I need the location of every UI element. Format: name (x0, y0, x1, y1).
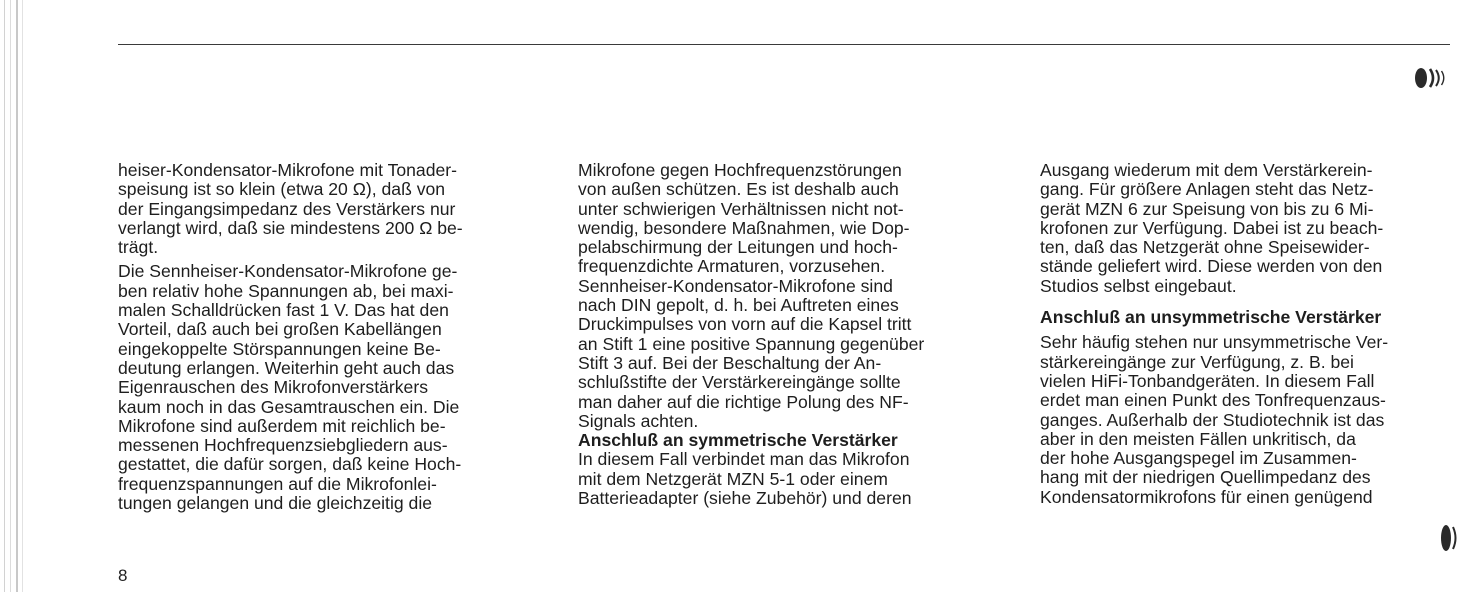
text-line: unter schwierigen Verhältnissen nicht not- (578, 198, 904, 219)
text-line: von außen schützen. Es ist deshalb auch (578, 179, 899, 200)
text-line: trägt. (118, 237, 159, 258)
text-line: Kondensatormikrofons für einen genügend (1040, 486, 1373, 507)
binding-edge (22, 0, 23, 592)
text-line: schlußstifte der Verstärkereingänge sollte (578, 372, 901, 393)
sound-waves-icon (1436, 520, 1462, 556)
text-line: nach DIN gepolt, d. h. bei Auftreten eines (578, 295, 899, 316)
text-line: malen Schalldrücken fast 1 V. Das hat den (118, 300, 449, 321)
page-number: 8 (118, 566, 128, 585)
text-line: mit dem Netzgerät MZN 5-1 oder einem (578, 468, 888, 489)
text-line: Stift 3 auf. Bei der Beschaltung der An- (578, 352, 882, 373)
text-line: aber in den meisten Fällen unkritisch, da (1040, 428, 1356, 449)
text-line: frequenzdichte Armaturen, vorzusehen. (578, 256, 886, 277)
text-line: Batterieadapter (siehe Zubehör) und deren (578, 488, 912, 509)
text-column-3 (1040, 161, 1452, 507)
text-line: Ausgang wiederum mit dem Verstärkerein- (1040, 160, 1373, 180)
text-column-2 (578, 161, 990, 508)
text-line: frequenzspannungen auf die Mikrofonlei- (118, 473, 437, 494)
text-column-1 (118, 161, 530, 513)
text-line: Vorteil, daß auch bei großen Kabellängen (118, 319, 442, 340)
section-heading: Anschluß an unsymmetrische Verstärker (1040, 307, 1382, 328)
text-line: Mikrofone sind außerdem mit reichlich be- (118, 415, 446, 436)
text-line: eingekoppelte Störspannungen keine Be- (118, 338, 441, 359)
text-line: gang. Für größere Anlagen steht das Netz- (1040, 179, 1374, 200)
text-line: stände geliefert wird. Diese werden von den (1040, 256, 1383, 277)
text-line: Studios selbst eingebaut. (1040, 275, 1237, 296)
text-line: In diesem Fall verbindet man das Mikrofon (578, 449, 910, 470)
text-line: Sennheiser-Kondensator-Mikrofone sind (578, 275, 893, 296)
text-line: ganges. Außerhalb der Studiotechnik ist das (1040, 409, 1385, 430)
binding-edge (16, 0, 18, 592)
text-line: vielen HiFi-Tonbandgeräten. In diesem Fall (1040, 370, 1375, 391)
text-line: verlangt wird, daß sie mindestens 200 Ω be- (118, 217, 463, 238)
text-line: Die Sennheiser-Kondensator-Mikrofone ge- (118, 261, 458, 282)
text-line: erdet man einen Punkt des Tonfrequenzaus- (1040, 390, 1386, 411)
text-line: wendig, besondere Maßnahmen, wie Dop- (578, 217, 910, 238)
text-line: pelabschirmung der Leitungen und hoch- (578, 237, 898, 258)
text-line: tungen gelangen und die gleichzeitig die (118, 493, 433, 514)
text-line: der hohe Ausgangspegel im Zusammen- (1040, 448, 1357, 469)
text-line: krofonen zur Verfügung. Dabei ist zu beach- (1040, 217, 1384, 238)
text-line: heiser-Kondensator-Mikrofone mit Tonader- (118, 160, 458, 180)
text-line: man daher auf die richtige Polung des NF- (578, 391, 909, 412)
binding-edge (10, 0, 11, 592)
sound-waves-icon (1412, 66, 1452, 90)
text-line: Eigenrauschen des Mikrofonverstärkers (118, 377, 428, 398)
text-line: Sehr häufig stehen nur unsymmetrische Ver- (1040, 332, 1389, 353)
text-line: Druckimpulses von vorn auf die Kapsel tritt (578, 314, 912, 335)
binding-edge (4, 0, 5, 592)
text-line: deutung erlangen. Weiterhin geht auch das (118, 357, 455, 378)
text-line: der Eingangsimpedanz des Verstärkers nur (118, 198, 456, 219)
text-line: ten, daß das Netzgerät ohne Speisewider- (1040, 237, 1370, 258)
text-line: gerät MZN 6 zur Speisung von bis zu 6 Mi- (1040, 198, 1374, 219)
text-line: ben relativ hohe Spannungen ab, bei maxi- (118, 280, 454, 301)
text-line: gestattet, die dafür sorgen, daß keine Hoch- (118, 454, 462, 475)
text-line: hang mit der niedrigen Quellimpedanz des (1040, 467, 1371, 488)
section-heading: Anschluß an symmetrische Verstärker (578, 430, 898, 451)
header-rule (118, 44, 1450, 45)
text-line: Mikrofone gegen Hochfrequenzstörungen (578, 160, 902, 180)
text-line: messenen Hochfrequenzsiebgliedern aus- (118, 435, 448, 456)
text-line: an Stift 1 eine positive Spannung gegenüber (578, 333, 925, 354)
text-line: stärkereingänge zur Verfügung, z. B. bei (1040, 351, 1354, 372)
text-line: kaum noch in das Gesamtrauschen ein. Die (118, 396, 460, 417)
text-line: Signals achten. (578, 410, 699, 431)
text-line: speisung ist so klein (etwa 20 Ω), daß von (118, 179, 446, 200)
